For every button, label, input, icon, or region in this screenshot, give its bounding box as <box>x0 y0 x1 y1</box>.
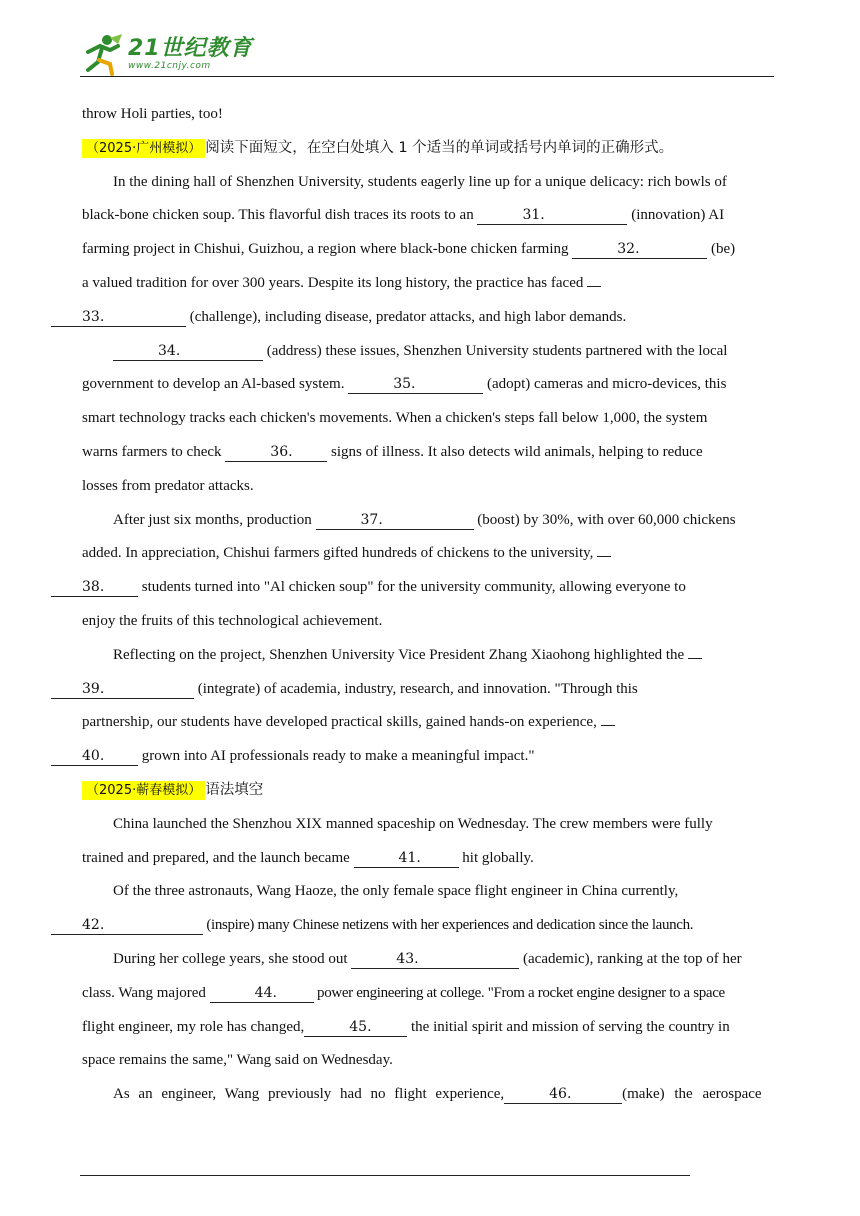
paragraph: 34. (address) these issues, Shenzhen University students partnered with the local government to develop an Al-based system. 35. (adopt) cameras and micro-devices, this smart technology tracks each chicken's movements. When a chicken's steps fall below 1,000, the system warns farmers to check 36. signs of illness. It also detects wild animals, helping to reduce losses from predator attacks. <box>82 342 728 494</box>
answer-blank[interactable] <box>688 641 702 659</box>
answer-blank[interactable]: 46. <box>504 1086 622 1104</box>
instruction-text: 阅读下面短文，在空白处填入 1 个适当的单词或括号内单词的正确形式。 <box>205 139 674 156</box>
answer-blank[interactable] <box>601 708 615 726</box>
answer-blank[interactable] <box>587 269 601 287</box>
answer-blank[interactable]: 32. <box>572 241 707 259</box>
answer-blank[interactable]: 41. <box>354 850 459 868</box>
answer-blank[interactable]: 34. <box>113 343 263 361</box>
section-heading <box>82 774 778 808</box>
source-tag: （2025·广州模拟） <box>82 139 205 158</box>
document-body <box>82 98 778 1112</box>
paragraph: Reflecting on the project, Shenzhen University Vice President Zhang Xiaohong highlighted the 39. (integrate) of academia, industry, research, and innovation. "Through this partnership, our students have developed practical skills, gained hands-on experience, 40. grown into AI professionals ready to make a meaningful impact." <box>82 639 778 774</box>
logo-url: www.21cnjy.com <box>128 61 211 71</box>
answer-blank[interactable]: 44. <box>210 985 314 1003</box>
paragraph: After just six months, production 37. (boost) by 30%, with over 60,000 chickens added. In appreciation, Chishui farmers gifted hundreds of chickens to the university, 38. students turned into "Al chicken soup" for the university community, allowing everyone to enjoy the fruits of this technological achievement. <box>82 504 778 639</box>
answer-blank[interactable]: 35. <box>348 376 483 394</box>
paragraph: Of the three astronauts, Wang Haoze, the only female space flight engineer in China currently, 42. (inspire) many Chinese netizens with her experiences and dedication since the launch. <box>82 875 778 943</box>
answer-blank[interactable]: 42. <box>51 917 203 935</box>
footer-divider <box>80 1175 690 1176</box>
paragraph: In the dining hall of Shenzhen University, students eagerly line up for a unique delicacy: rich bowls of black-bone chicken soup. This flavorful dish traces its roots to an 31. (innovation) AI farming project in Chishui, Guizhou, a region where black-bone chicken farming 32. (be) a valued tradition for over 300 years. Despite its long history, the practice has faced 33. (challenge), including disease, predator attacks, and high labor demands. <box>82 166 778 335</box>
answer-blank[interactable]: 31. <box>477 207 627 225</box>
answer-blank[interactable]: 36. <box>225 444 327 462</box>
answer-blank[interactable]: 43. <box>351 951 519 969</box>
answer-blank[interactable]: 37. <box>316 512 474 530</box>
paragraph: As an engineer, Wang previously had no flight experience, 46. (make) the aerospace <box>113 1086 762 1103</box>
answer-blank[interactable]: 38. <box>51 579 138 597</box>
answer-blank[interactable]: 40. <box>51 748 138 766</box>
text-line: throw Holi parties, too! <box>82 106 223 122</box>
paragraph: During her college years, she stood out 43. (academic), ranking at the top of her class. Wang majored 44. power engineering at college. "From a rocket engine designer to a space flight engineer, my role has changed, 45. the initial spirit and mission of serving the country in space remains the same," Wang said on Wednesday. <box>82 950 742 1069</box>
instruction-text: 语法填空 <box>205 781 264 798</box>
answer-blank[interactable]: 33. <box>51 309 186 327</box>
header-divider <box>80 76 774 77</box>
answer-blank[interactable] <box>597 539 611 557</box>
paragraph: China launched the Shenzhou XIX manned spaceship on Wednesday. The crew members were fully trained and prepared, and the launch became 41. hit globally. <box>82 815 713 866</box>
logo-title: 21世纪教育 <box>128 36 253 61</box>
section-heading <box>82 132 778 166</box>
page-header <box>80 30 774 78</box>
site-logo <box>80 32 253 76</box>
source-tag: （2025·蕲春模拟） <box>82 781 205 800</box>
answer-blank[interactable]: 45. <box>304 1019 407 1037</box>
runner-logo-icon <box>80 32 124 76</box>
answer-blank[interactable]: 39. <box>51 681 194 699</box>
